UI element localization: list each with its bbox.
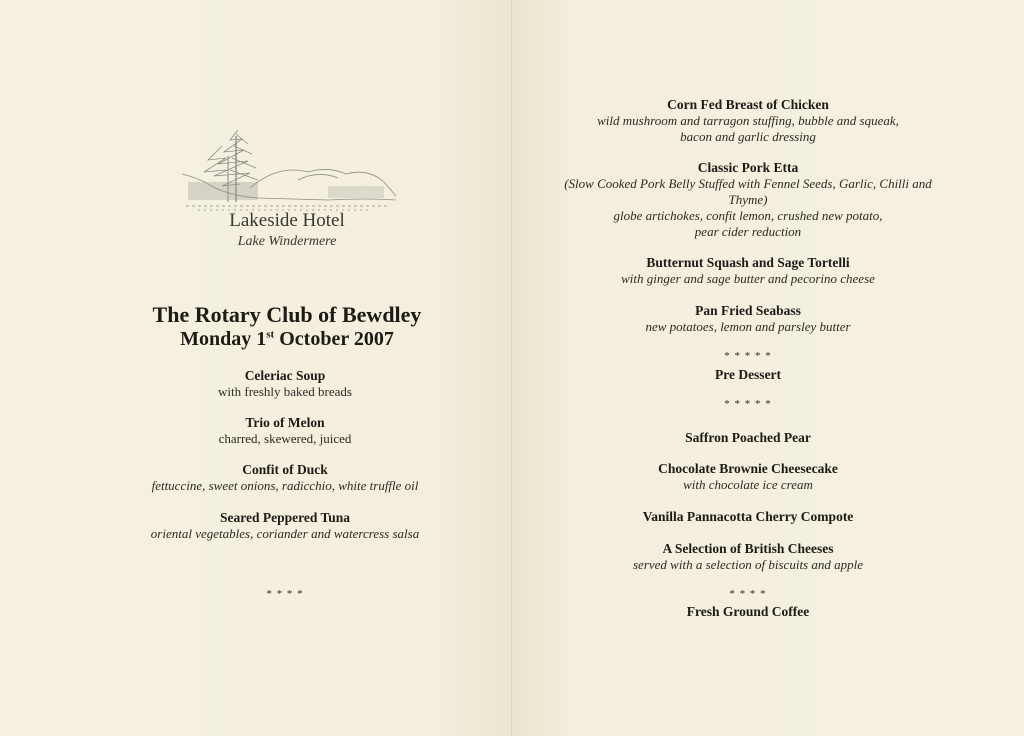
event-title: The Rotary Club of Bewdley bbox=[152, 302, 422, 327]
dish-desc: pear cider reduction bbox=[694, 224, 802, 239]
lake-scene-logo bbox=[178, 126, 400, 212]
date-prefix: Monday 1 bbox=[180, 328, 267, 350]
section-divider: * * * * bbox=[729, 588, 767, 600]
menu-item bbox=[512, 160, 984, 240]
dish-desc: served with a selection of biscuits and apple bbox=[633, 557, 863, 572]
hotel-name: Lakeside Hotel bbox=[229, 210, 345, 231]
dish-desc: with freshly baked breads bbox=[218, 384, 352, 399]
dish-desc: with ginger and sage butter and pecorino cheese bbox=[621, 271, 875, 286]
dish-name: Confit of Duck bbox=[242, 462, 328, 477]
dish-name: Celeriac Soup bbox=[244, 368, 326, 383]
section-divider: * * * * bbox=[266, 588, 304, 600]
dish-name: Pan Fried Seabass bbox=[695, 303, 801, 318]
menu-item bbox=[512, 255, 984, 287]
dish-name: Saffron Poached Pear bbox=[685, 430, 811, 445]
dish-name: Classic Pork Etta bbox=[697, 160, 799, 175]
dish-desc: with chocolate ice cream bbox=[683, 477, 813, 492]
dish-desc: charred, skewered, juiced bbox=[218, 431, 352, 446]
dish-desc: wild mushroom and tarragon stuffing, bubble and squeak, bbox=[597, 113, 899, 128]
hotel-location: Lake Windermere bbox=[237, 234, 337, 249]
date-ordinal: st bbox=[266, 328, 275, 341]
menu-item bbox=[512, 303, 984, 335]
menu-item bbox=[0, 462, 570, 494]
dish-desc: new potatoes, lemon and parsley butter bbox=[645, 319, 851, 334]
section-divider: * * * * * bbox=[724, 350, 772, 362]
date-suffix: October 2007 bbox=[274, 328, 394, 350]
dish-name: Seared Peppered Tuna bbox=[219, 510, 351, 525]
dish-desc: fettuccine, sweet onions, radicchio, white truffle oil bbox=[151, 478, 419, 493]
dish-name: Butternut Squash and Sage Tortelli bbox=[646, 255, 850, 270]
dish-desc: globe artichokes, confit lemon, crushed new potato, bbox=[613, 208, 883, 223]
section-divider: * * * * * bbox=[724, 398, 772, 410]
dish-name: Vanilla Pannacotta Cherry Compote bbox=[642, 509, 854, 524]
menu-item bbox=[0, 415, 570, 447]
dish-name: Pre Dessert bbox=[714, 367, 782, 382]
menu-item bbox=[0, 510, 570, 542]
dish-desc: bacon and garlic dressing bbox=[680, 129, 816, 144]
menu-item bbox=[512, 430, 984, 446]
menu-item bbox=[512, 461, 984, 493]
menu-item bbox=[512, 97, 984, 145]
menu-item bbox=[512, 541, 984, 573]
dish-name: Fresh Ground Coffee bbox=[686, 604, 810, 619]
dish-name: A Selection of British Cheeses bbox=[662, 541, 834, 556]
dish-name: Chocolate Brownie Cheesecake bbox=[658, 461, 838, 476]
menu-item bbox=[512, 509, 984, 525]
menu-item bbox=[512, 367, 984, 383]
dish-desc: oriental vegetables, coriander and watercress salsa bbox=[150, 526, 420, 541]
event-date bbox=[0, 328, 574, 351]
dish-desc: Thyme) bbox=[728, 192, 768, 207]
dish-desc: (Slow Cooked Pork Belly Stuffed with Fennel Seeds, Garlic, Chilli and bbox=[564, 176, 932, 191]
dish-name: Trio of Melon bbox=[245, 415, 325, 430]
dish-name: Corn Fed Breast of Chicken bbox=[667, 97, 829, 112]
menu-item bbox=[0, 368, 570, 400]
menu-item bbox=[512, 604, 984, 620]
